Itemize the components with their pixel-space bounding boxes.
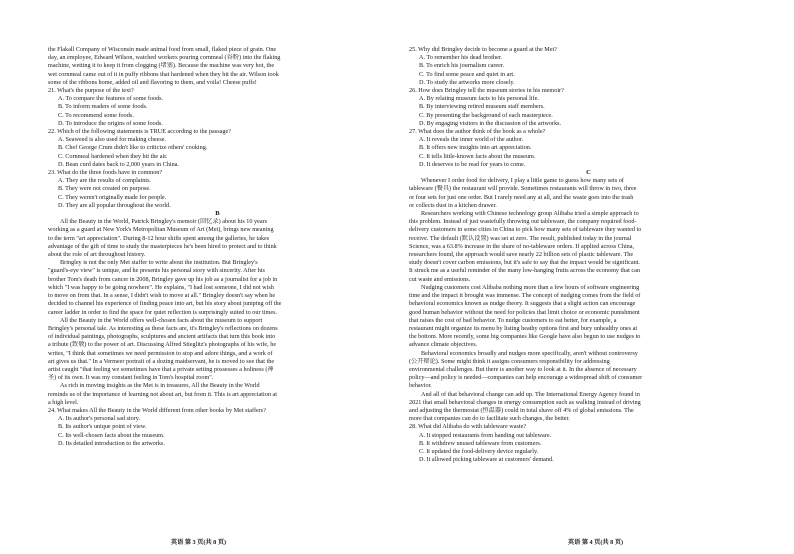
text-line: tableware (餐具) the restaurant will provide. Sometimes restaurants will throw in two, three — [409, 185, 637, 193]
text-line: brother Tom's death from cancer in 2008, Bringley gave up his job as a journalist for a job in — [48, 275, 278, 283]
answer-option: C. Its well-chosen facts about the museum. — [58, 431, 165, 439]
text-line: As rich in moving insights as the Met is in treasures, All the Beauty in the World — [60, 382, 260, 390]
text-line: 25. Why did Bringley decide to become a guard at the Met? — [409, 46, 557, 53]
answer-option: A. It reveals the inner world of the author. — [419, 136, 524, 144]
answer-option: A. Seaweed is also used for making cheese. — [58, 136, 167, 144]
text-line: a tribute (致敬) to the power of art. Discussing Alfred Stieglitz's photographs of his wife, he — [48, 341, 277, 349]
text-line: advantage of the gift of time to study the masterpieces he's been hired to protect and to think — [48, 242, 277, 250]
text-line: and adjusting the thermostat (恒温器) could in total shave off 4% of global emissions. The — [409, 406, 634, 414]
text-line: good human behavior without the need for policies that limit choice or economic punishment — [409, 308, 640, 316]
answer-option: D. It deserves to be read for years to come. — [419, 160, 526, 168]
text-line: behavior. — [409, 382, 432, 390]
text-line: Bringley's personal tale. As interesting as these facts are, it's Bringley's reflections on dozens — [48, 324, 278, 332]
text-line: researchers found, the approach would save nearly 22 billion sets of plastic tableware. The — [409, 251, 634, 259]
right-page-footer: 英语 第 4 页(共 8 页) — [567, 539, 624, 546]
text-line: more that companies can do to facilitate such changes, the better. — [409, 415, 570, 423]
answer-option: A. To remember his dead brother. — [419, 54, 503, 62]
text-line: to the term "art appreciation". During 8-12 hour shifts spent among the galleries, he takes — [48, 234, 270, 242]
answer-option: D. Its detailed introduction to the artworks. — [58, 439, 165, 447]
section-heading: C — [586, 169, 591, 177]
left-page-text — [48, 46, 387, 448]
left-page-footer: 英语 第 3 页(共 8 页) — [170, 539, 227, 546]
text-line: to move on from that. In a sense, I didn't wish to move at all." Bringley doesn't say when he — [48, 292, 276, 300]
answer-option: B. Its author's unique point of view. — [58, 423, 147, 431]
text-line: machine, wetting it to keep it from clogging (堵塞). Because the machine was very hot, the — [48, 62, 275, 70]
text-line: All the Beauty in the World, Patrick Bringley's memoir (回忆录) about his 10 years — [60, 218, 268, 226]
answer-option: B. To enrich his journalism career. — [419, 62, 505, 70]
text-line: All the Beauty in the World offers well-chosen facts about the museum to support — [60, 316, 263, 324]
text-line: "guard's-eye view" is unique, and he presents his personal story with sincerity. After his — [48, 267, 265, 275]
text-line: a high level. — [48, 398, 79, 406]
text-line: which "I was happy to be going nowhere". He explains, "I had lost someone, I did not wish — [48, 283, 274, 291]
answer-option: A. Its author's personal sad story. — [58, 415, 140, 423]
text-line: or four sets for just one order. But I rarely need any at all, and the waste goes into the trash — [409, 193, 634, 201]
answer-option: A. To compare the features of some foods. — [58, 95, 164, 103]
answer-option: B. It withdrew unused tableware from customers. — [419, 439, 542, 447]
answer-option: B. Chef George Crum didn't like to criticize others' cooking. — [58, 144, 208, 152]
answer-option: C. To find some peace and quiet in art. — [419, 70, 515, 78]
answer-option: D. Bean curd dates back to 2,000 years in China. — [58, 160, 179, 168]
answer-option: D. By engaging visitors in the discussion of the artworks. — [419, 119, 562, 127]
text-line: career ladder in order to find the space for quiet reflection is surprisingly suited to our times. — [48, 308, 278, 316]
text-line: 22. Which of the following statements is TRUE according to the passage? — [48, 128, 231, 136]
answer-option: C. It tells little-known facts about the museum. — [419, 152, 536, 160]
right-page — [397, 0, 794, 554]
text-line: behavioral economics known as nudge theory. It suggests that a slight action can encourage — [409, 300, 636, 308]
text-line: of individual paintings, photographs, sculptures and ancient artifacts that turn this book into — [48, 333, 276, 341]
text-line: art gives us that." In a Vermeer portrait of a dozing maidservant, he is moved to see that the — [48, 357, 275, 365]
text-line: some of the ribbons home, added oil and flavoring to them, and voila! Cheese puffs! — [48, 78, 257, 86]
text-line: working as a guard at New York's Metropolitan Museum of Art (Met), brings new meaning — [48, 226, 274, 234]
answer-option: D. It allowed picking tableware at customers' demand. — [419, 456, 554, 464]
text-line: 圣) of its own. It was my constant feeling in Tom's hospital room". — [48, 374, 214, 382]
answer-option: B. To inform readers of some foods. — [58, 103, 148, 111]
answer-option: B. By interviewing retired museum staff members. — [419, 103, 545, 111]
text-line: 24. What makes All the Beauty in the World different from other books by Met staffers? — [48, 406, 266, 414]
answer-option: B. It offers new insights into art appreciation. — [419, 144, 532, 152]
text-line: reminds us of the importance of learning not about art, but from it. This is art appreciation at — [48, 390, 277, 398]
answer-option: C. They weren't originally made for people. — [58, 193, 167, 201]
section-heading: B — [215, 210, 220, 218]
text-line: cut waste and emissions. — [409, 275, 471, 283]
text-line: advance climate objectives. — [409, 341, 478, 349]
text-line: 26. How does Bringley tell the museum stories in his memoir? — [409, 87, 564, 95]
text-line: Science, was a 63.8% increase in the share of no-tableware orders. If applied across China, — [409, 242, 635, 250]
text-line: the Flakall Company of Wisconsin made animal food from small, flaked piece of grain. One — [48, 46, 277, 53]
text-line: 23. What do the three foods have in common? — [48, 169, 163, 177]
answer-option: B. They were not created on purpose. — [58, 185, 151, 193]
text-line: Researchers working with Chinese technology group Alibaba tried a simple approach to — [421, 210, 639, 218]
text-line: restaurant might organize its menu by listing heathy options first and bury unhealthy ones at — [409, 324, 638, 332]
text-line: Nudging customers cost Alibaba nothing more than a few hours of software engineering — [421, 283, 640, 291]
text-line: Whenever I order food for delivery, I play a little game to guess how many sets of — [421, 177, 624, 185]
text-line: or collects dust in a kitchen drawer. — [409, 201, 497, 209]
text-line: writes, "I think that sometimes we need permission to stop and adore things, and a work of — [48, 349, 273, 357]
answer-option: A. It stopped restaurants from handing out tableware. — [419, 431, 552, 439]
answer-option: C. To recommend some foods. — [58, 111, 134, 119]
text-line: study doesn't cover carbon emissions, but it's safe to say that the impact would be significant. — [409, 259, 640, 267]
text-line: 2021 that small behavioral changes in energy consumption such as walking instead of driving — [409, 398, 641, 406]
text-line: the bottom. More recently, some big companies like Google have also begun to use nudges to — [409, 333, 641, 341]
text-line: 27. What does the author think of the book as a whole? — [409, 128, 546, 136]
answer-option: C. It updated the food-delivery device regularly. — [419, 447, 539, 455]
answer-option: A. By relating museum facts to his personal life. — [419, 95, 539, 103]
text-line: policy—and policy is needed—companies can help encourage a widespread shift of consumer — [409, 374, 643, 382]
answer-option: D. To study the artworks more closely. — [419, 78, 515, 86]
text-line: delivery customers in some cities in China to pick how many sets of tableware they wanted to — [409, 226, 642, 234]
text-line: time and the impact it brought was immense. The concept of nudging comes from the field of — [409, 292, 641, 300]
text-line: receive. The default (默认设置) was set at zero. The result, published today in the journal — [409, 234, 632, 242]
answer-option: C. By presenting the background of each masterpiece. — [419, 111, 553, 119]
text-line: Bringley is not the only Met staffer to write about the institution. But Bringley's — [60, 259, 258, 267]
text-line: And all of that behavioral change can add up. The International Energy Agency found in — [421, 390, 640, 398]
text-line: 21. What's the purpose of the text? — [48, 87, 134, 95]
answer-option: D. To introduce the origins of some foods. — [58, 119, 163, 127]
text-line: artist caught "that feeling we sometimes have that a private setting possesses a holiness (神 — [48, 365, 274, 373]
right-page-text — [409, 46, 768, 464]
text-line: wet cornmeal came out of it in puffy ribbons that hardened when they hit the air. Wilson took — [48, 70, 279, 78]
text-line: day, an employee, Edward Wilson, watched workers pouring cornmeal (谷粉) into the flaking — [48, 54, 281, 62]
text-line: decided to channel his experience of finding peace into art, but his story about jumping off the — [48, 300, 282, 308]
text-line: environmental challenges. But there is another way to look at it. In the absence of necessary — [409, 365, 637, 373]
text-line: Behavioral economics broadly and nudges more specifically, aren't without controversy — [421, 349, 638, 357]
text-line: that raises the cost of bad behavior. To nudge customers to eat better, for example, a — [409, 316, 617, 324]
text-line: about the role of art throughout history. — [48, 251, 146, 259]
text-line: 28. What did Alibaba do with tableware waste? — [409, 423, 527, 431]
answer-option: A. They are the results of complaints. — [58, 177, 152, 185]
answer-option: D. They are all popular throughout the world. — [58, 201, 171, 209]
answer-option: C. Cornmeal hardened when they hit the air. — [58, 152, 168, 160]
text-line: It struck me as a useful reminder of the many low-hanging fruits across the economy that can — [409, 267, 640, 275]
text-line: (公开辩论). Some might think it assigns consumers responsibility for addressing — [409, 357, 610, 365]
text-line: this problem. Instead of just wastefully throwing out tableware, the company required food- — [409, 218, 637, 226]
